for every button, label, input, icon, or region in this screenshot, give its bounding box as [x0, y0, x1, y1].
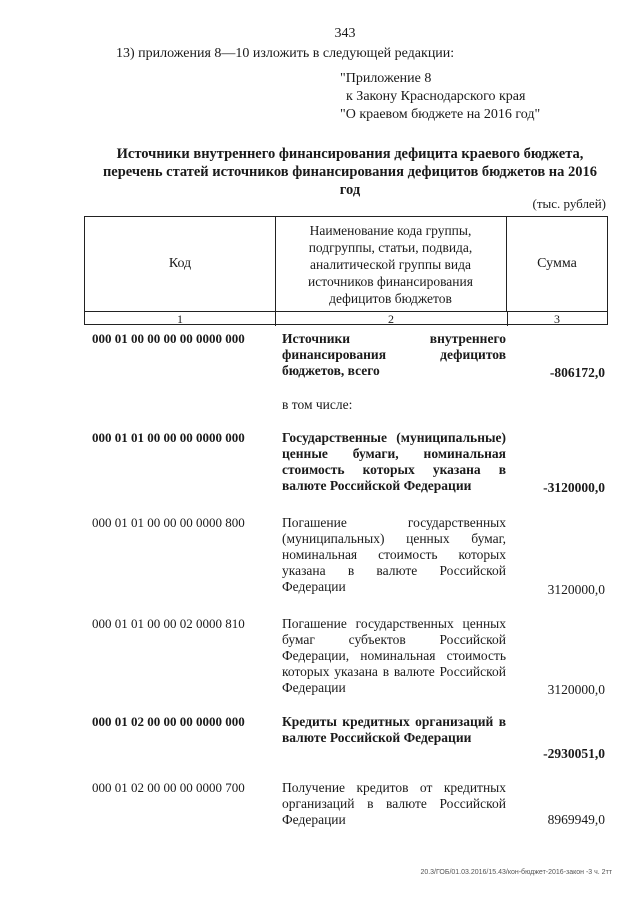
appendix-header: [340, 70, 540, 124]
column-number-3: 3: [554, 312, 560, 326]
header-sum: Сумма: [537, 256, 577, 271]
row-name-4: Погашение государственных (муниципальных) ценных бумаг, номинальная стоимость которых указана в валюте Российской Федерации: [282, 515, 506, 594]
table-header: [84, 216, 608, 325]
row-sum-4: 3120000,0: [547, 582, 605, 597]
row-code-5: 000 01 01 00 00 02 0000 810: [92, 616, 245, 631]
units-label: (тыс. рублей): [532, 196, 606, 211]
row-name-2: в том числе:: [282, 397, 353, 412]
row-name-5: Погашение государственных ценных бумаг субъектов Российской Федерации, номинальная стоимость которых указана в валюте Российской Федерации: [282, 616, 506, 695]
row-sum-6: -2930051,0: [543, 746, 605, 761]
header-name: Наименование кода группы, подгруппы, статьи, подвида, аналитической группы вида источников финансирования дефицитов бюджетов: [275, 217, 507, 311]
footer-reference: 20.3/ГОБ/01.03.2016/15.43/кон-бюджет-2016-закон -3 ч. 2тт: [420, 869, 612, 876]
row-name-7: Получение кредитов от кредитных организаций в валюте Российской Федерации: [282, 780, 506, 827]
row-sum-7: 8969949,0: [547, 812, 605, 827]
row-code-3: 000 01 01 00 00 00 0000 000: [92, 430, 245, 445]
header-code: Код: [85, 217, 276, 311]
row-code-6: 000 01 02 00 00 00 0000 000: [92, 714, 245, 729]
appendix-line-1: "Приложение 8: [340, 71, 432, 86]
intro-text: 13) приложения 8—10 изложить в следующей редакции:: [116, 46, 455, 61]
appendix-line-2: к Закону Краснодарского края: [346, 89, 526, 104]
row-name-1: Источники внутреннего финансирования дефицитов бюджетов, всего: [282, 331, 506, 378]
page-number: 343: [334, 26, 356, 41]
row-code-4: 000 01 01 00 00 00 0000 800: [92, 515, 245, 530]
column-number-1: 1: [85, 312, 276, 326]
column-number-row: [85, 311, 607, 326]
row-sum-5: 3120000,0: [547, 682, 605, 697]
row-name-6: Кредиты кредитных организаций в валюте Российской Федерации: [282, 714, 506, 745]
row-name-3: Государственные (муниципальные) ценные бумаги, номинальная стоимость которых указана в валюте Российской Федерации: [282, 430, 506, 493]
row-sum-1: -806172,0: [549, 365, 605, 380]
row-code-1: 000 01 00 00 00 00 0000 000: [92, 331, 245, 346]
appendix-line-3: "О краевом бюджете на 2016 год": [340, 107, 541, 122]
document-title: Источники внутреннего финансирования дефицита краевого бюджета, перечень статей источников финансирования дефицитов бюджетов на 2016 год: [102, 146, 598, 198]
row-code-7: 000 01 02 00 00 00 0000 700: [92, 780, 245, 795]
column-number-2: 2: [275, 312, 508, 326]
row-sum-3: -3120000,0: [543, 480, 605, 495]
